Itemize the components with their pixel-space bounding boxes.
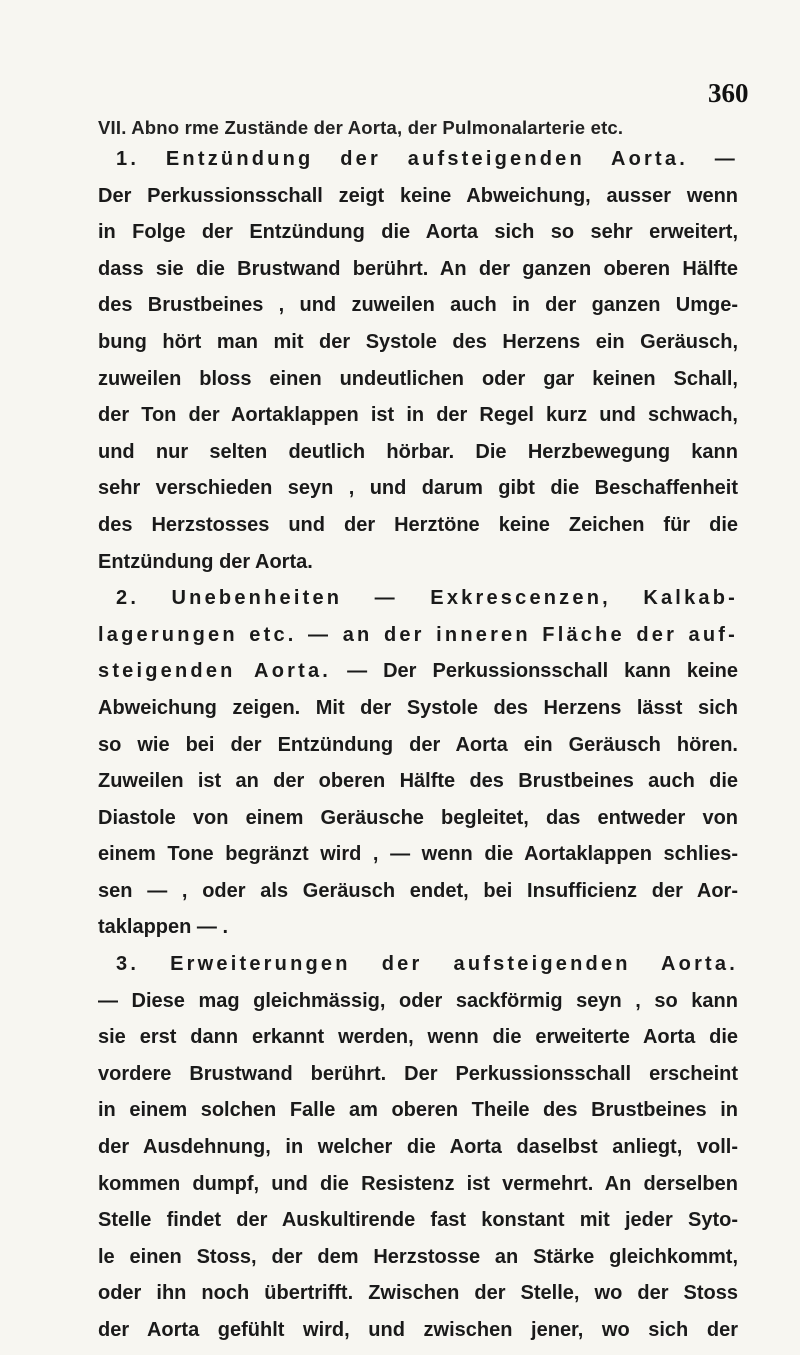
text-line: Zuweilen ist an der oberen Hälfte des Brustbeines auch die	[98, 770, 738, 793]
section-3-heading: 3. Erweiterungen der aufsteigenden Aorta.	[116, 953, 738, 976]
section-1-heading: 1. Entzündung der aufsteigenden Aorta. —	[116, 148, 738, 170]
text-line: vordere Brustwand berührt. Der Perkussionsschall erscheint	[98, 1062, 738, 1085]
text-line: in Folge der Entzündung die Aorta sich so sehr erweitert,	[98, 221, 738, 244]
text-line: der Ton der Aortaklappen ist in der Regel kurz und schwach,	[98, 404, 738, 427]
text-line: einem Tone begränzt wird , — wenn die Aortaklappen schlies-	[98, 843, 738, 866]
text-line: kommen dumpf, und die Resistenz ist vermehrt. An derselben	[98, 1172, 738, 1195]
text-line: sie erst dann erkannt werden, wenn die erweiterte Aorta die	[98, 1026, 738, 1049]
text-line: Stelle findet der Auskultirende fast konstant mit jeder Syto-	[98, 1209, 738, 1232]
text-line: so wie bei der Entzündung der Aorta ein Geräusch hören.	[98, 733, 738, 756]
text-line: — Diese mag gleichmässig, oder sackförmig seyn , so kann	[98, 989, 738, 1012]
section-2-heading-tail-line	[98, 653, 738, 690]
text-line: der Ausdehnung, in welcher die Aorta daselbst anliegt, voll-	[98, 1136, 738, 1159]
text-line: oder ihn noch übertrifft. Zwischen der Stelle, wo der Stoss	[98, 1282, 738, 1305]
text-line: Der Perkussionsschall zeigt keine Abweichung, ausser wenn	[98, 184, 738, 207]
text-line: Diastole von einem Geräusche begleitet, das entweder von	[98, 806, 738, 829]
text-line: Abweichung zeigen. Mit der Systole des Herzens lässt sich	[98, 696, 738, 719]
page-number: 360	[708, 78, 749, 108]
text-line: le einen Stoss, der dem Herzstosse an Stärke gleichkommt,	[98, 1245, 738, 1268]
text-line: bung hört man mit der Systole des Herzens ein Geräusch,	[98, 330, 738, 353]
text-line: der Aorta gefühlt wird, und zwischen jener, wo sich der	[98, 1319, 738, 1341]
text-line: sehr verschieden seyn , und darum gibt die Beschaffenheit	[98, 477, 738, 500]
section-2-heading-tail: steigenden Aorta.	[98, 660, 332, 683]
text-line-last: taklappen — .	[98, 916, 229, 939]
text-line: des Brustbeines , und zuweilen auch in der ganzen Umge-	[98, 294, 738, 317]
text-line: des Herzstosses und der Herztöne keine Zeichen für die	[98, 513, 738, 536]
body-text	[98, 141, 738, 1349]
section-2-heading-line: lagerungen etc. — an der inneren Fläche der auf-	[98, 623, 738, 646]
section-2-lead-text: — Der Perkussionsschall kann keine	[347, 660, 738, 683]
section-2-heading-line: 2. Unebenheiten — Exkrescenzen, Kalkab-	[116, 587, 738, 610]
text-line: in einem solchen Falle am oberen Theile des Brustbeines in	[98, 1099, 738, 1122]
text-line: dass sie die Brustwand berührt. An der ganzen oberen Hälfte	[98, 257, 738, 280]
running-head: VII. Abno rme Zustände der Aorta, der Pulmonalarterie etc.	[98, 117, 624, 138]
text-line: sen — , oder als Geräusch endet, bei Insufficienz der Aor-	[98, 879, 738, 902]
text-line-last: Entzündung der Aorta.	[98, 550, 313, 573]
text-line: und nur selten deutlich hörbar. Die Herzbewegung kann	[98, 440, 738, 463]
text-line: zuweilen bloss einen undeutlichen oder gar keinen Schall,	[98, 367, 738, 390]
